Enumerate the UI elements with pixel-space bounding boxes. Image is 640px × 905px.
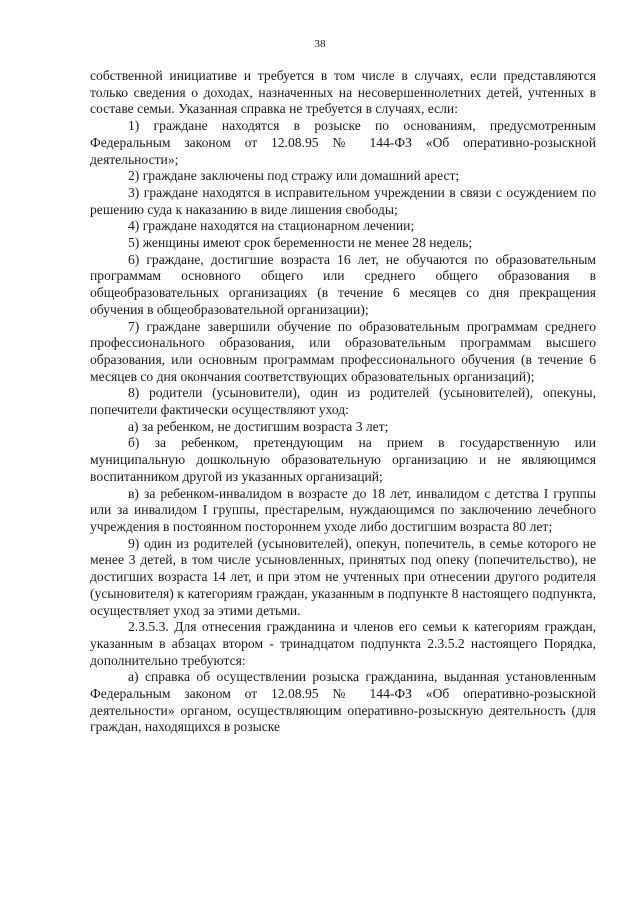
page-number: 38 [314, 38, 326, 50]
paragraph-continuation: собственной инициативе и требуется в том числе в случаях, если представляются только сведения о доходах, назначенных на несовершеннолетних детей, учтенных в составе семьи. Указанная справка не требуется в случаях, если: [90, 68, 596, 117]
paragraph-item-2: 2) граждане заключены под стражу или домашний арест; [128, 168, 460, 184]
paragraph-item-9: 9) один из родителей (усыновителей), опекун, попечитель, в семье которого не менее 3 детей, в том числе усыновленных, принятых под опеку (попечительство), не достигших возраста 14 лет, и при этом не учтенных при отнесении другого родителя (усыновителя) к категориям граждан, указанным в подпункте 8 настоящего подпункта, осуществляет уход за этими детьми. [90, 535, 596, 618]
paragraph-item-5: 5) женщины имеют срок беременности не менее 28 недель; [128, 235, 473, 251]
paragraph-item-a: а) справка об осуществлении розыска гражданина, выданная установленным Федеральным законом от 12.08.95 № 144-ФЗ «Об оперативно-розыскной деятельности» органом, осуществляющим оперативно-розыскную деятельность (для граждан, находящихся в розыске [90, 669, 596, 735]
paragraph-item-6: 6) граждане, достигшие возраста 16 лет, не обучаются по образовательным программам основного общего или среднего общего образования в общеобразовательных организациях (в течение 6 месяцев со дня прекращения обучения в общеобразовательной организации); [90, 251, 596, 317]
paragraph-item-4: 4) граждане находятся на стационарном лечении; [128, 218, 415, 234]
paragraph-item-8v: в) за ребенком-инвалидом в возрасте до 18 лет, инвалидом с детства I группы или за инвалидом I группы, престарелым, нуждающимся по заключению лечебного учреждения в постоянном постороннем уходе либо достигшим возраста 80 лет; [90, 485, 596, 534]
paragraph-section-2-3-5-3: 2.3.5.3. Для отнесения гражданина и членов его семьи к категориям граждан, указанным в абзацах втором - тринадцатом подпункта 2.3.5.2 настоящего Порядка, дополнительно требуются: [90, 619, 596, 668]
paragraph-item-8a: а) за ребенком, не достигшим возраста 3 лет; [128, 418, 389, 434]
paragraph-item-8: 8) родители (усыновители), один из родителей (усыновителей), опекуны, попечители фактически осуществляют уход: [90, 385, 596, 418]
paragraph-item-3: 3) граждане находятся в исправительном учреждении в связи с осуждением по решению суда к наказанию в виде лишения свободы; [90, 184, 596, 217]
paragraph-item-7: 7) граждане завершили обучение по образовательным программам среднего профессионального образования, или образовательным программам высшего образования, или основным программам профессионального обучения (в течение 6 месяцев со дня окончания соответствующих образовательных организаций); [90, 318, 596, 384]
paragraph-item-1: 1) граждане находятся в розыске по основаниям, предусмотренным Федеральным законом от 12.08.95 № 144-ФЗ «Об оперативно-розыскной деятельности»; [90, 118, 596, 167]
paragraph-item-8b: б) за ребенком, претендующим на прием в государственную или муниципальную дошкольную образовательную организацию и не являющимся воспитанником другой из указанных организаций; [90, 435, 596, 484]
document-body [90, 68, 596, 736]
